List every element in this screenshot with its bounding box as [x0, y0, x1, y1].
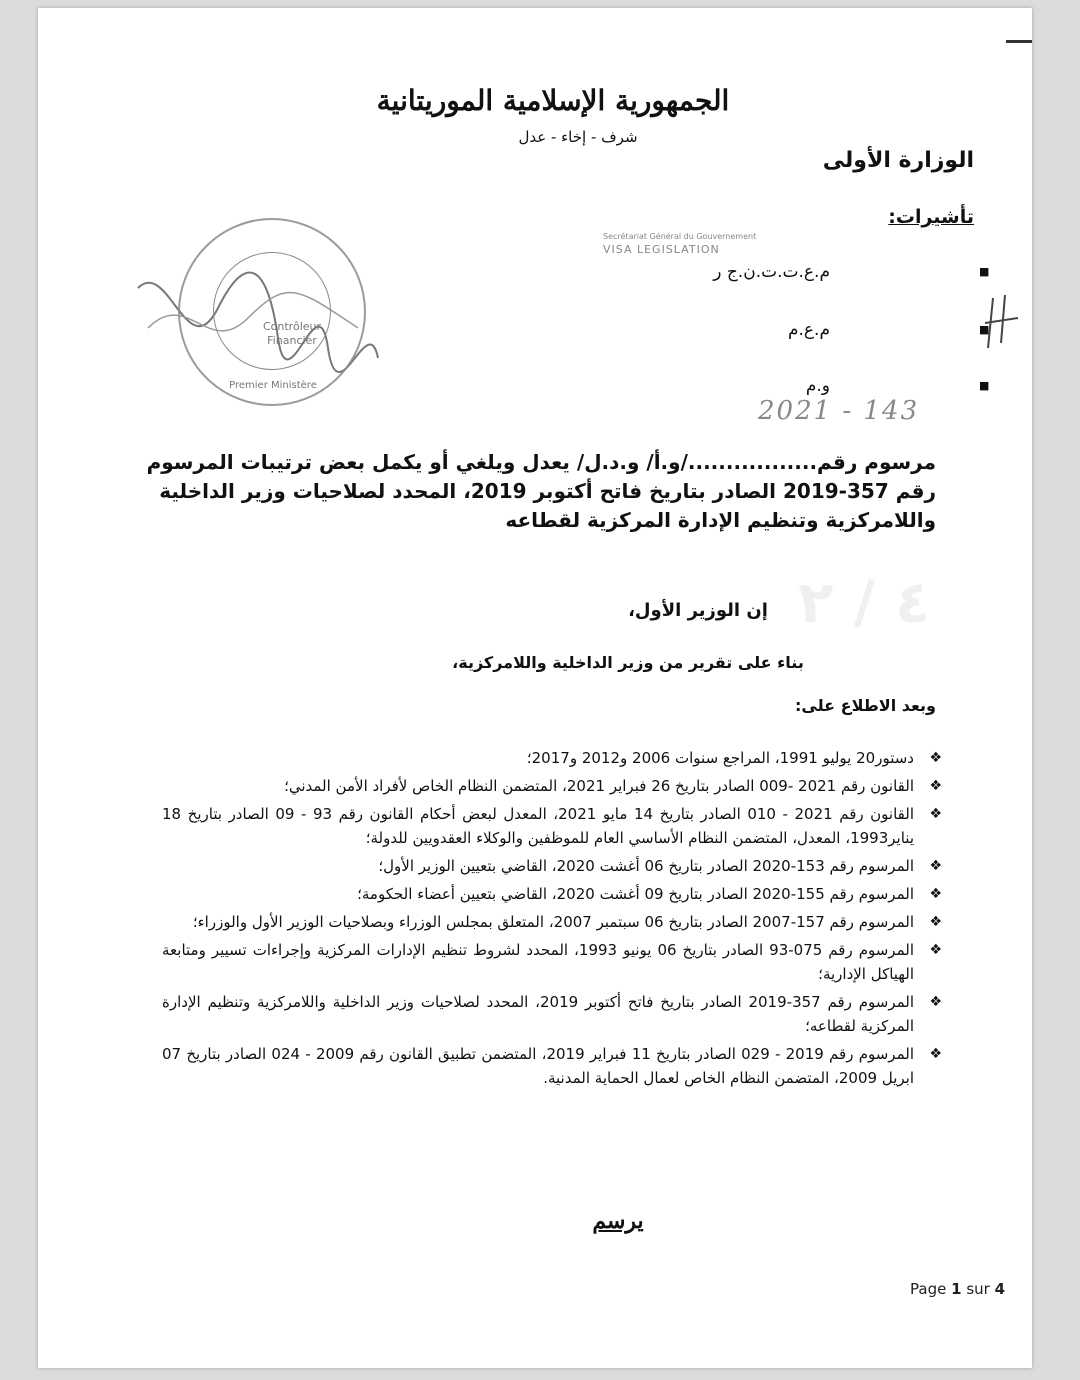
- list-item: ❖ المرسوم رقم 357-2019 الصادر بتاريخ فاتح أكتوبر 2019، المحدد لصلاحيات وزير الداخلية واللامركزية وتنظيم الإدارة المركزية لقطاعه؛: [162, 990, 942, 1038]
- references-list: [162, 746, 942, 1094]
- report-line: بناء على تقرير من وزير الداخلية واللامركزية،: [452, 653, 804, 672]
- stamp-text: Premier Ministère: [229, 380, 317, 391]
- list-item: ❖ القانون رقم 2021 - 010 الصادر بتاريخ 14 مايو 2021، المعدل لبعض أحكام القانون رقم 93 - 09 الصادر بتاريخ 18 يناير1993، المعدل، المتضمن النظام الأساسي العام للموظفين والوكلاء العقدويين للدولة؛: [162, 802, 942, 850]
- decree-title: مرسوم رقم................./و.أ/ و.د.ل/ يعدل ويلغي أو يكمل بعض ترتيبات المرسوم رقم 357-2019 الصادر بتاريخ فاتح أكتوبر 2019، المحدد لصلاحيات وزير الداخلية واللامركزية وتنظيم الإدارة المركزية لقطاعه: [146, 450, 936, 532]
- stamp-text: Financier: [267, 334, 317, 347]
- visas-title: تأشيرات:: [888, 206, 974, 228]
- decrees-heading: يرسم: [592, 1208, 644, 1234]
- page-label: Page: [910, 1280, 947, 1298]
- round-stamp-seal: [213, 252, 331, 370]
- list-item: ❖ المرسوم رقم 2019 - 029 الصادر بتاريخ 11 فبراير 2019، المتضمن تطبيق القانون رقم 2009 - 024 الصادر بتاريخ 07 ابريل 2009، المتضمن النظام الخاص لعمال الحماية المدنية.: [162, 1042, 942, 1090]
- republic-title: الجمهورية الإسلامية الموريتانية: [376, 84, 730, 117]
- visa-bullet: ■: [979, 265, 990, 278]
- page-total: 4: [994, 1280, 1006, 1298]
- visa-bullet: ■: [979, 323, 990, 336]
- page-footer: [910, 1280, 1005, 1298]
- motto: شرف - إخاء - عدل: [518, 128, 638, 146]
- handwritten-mark: [983, 293, 1023, 353]
- stamp-text: Secrétariat Général du Gouvernement: [603, 232, 757, 241]
- list-item: ❖ القانون رقم 2021 -009 الصادر بتاريخ 26 فبراير 2021، المتضمن النظام الخاص لأفراد الأمن المدني؛: [162, 774, 942, 798]
- prime-minister-line: إن الوزير الأول،: [628, 600, 768, 621]
- ministry-name: الوزارة الأولى: [822, 148, 974, 173]
- sur-label: sur: [966, 1280, 990, 1298]
- list-item: ❖ دستور20 يوليو 1991، المراجع سنوات 2006 و2012 و2017؛: [162, 746, 942, 770]
- visa-bullet: ■: [979, 379, 990, 392]
- list-item: ❖ المرسوم رقم 153-2020 الصادر بتاريخ 06 أغشت 2020، القاضي بتعيين الوزير الأول؛: [162, 854, 942, 878]
- visa-item: م.ع.ت.ت.ن.ج ر: [713, 262, 830, 282]
- list-item: ❖ المرسوم رقم 157-2007 الصادر بتاريخ 06 سبتمبر 2007، المتعلق بمجلس الوزراء وبصلاحيات الوزير الأول والوزراء؛: [162, 910, 942, 934]
- stamp-text: Contrôleur: [262, 320, 322, 333]
- visa-item: م.ع.م: [787, 320, 830, 340]
- visa-item: و.م: [805, 376, 830, 396]
- faded-page-mark: ٤ / ٢: [798, 568, 931, 636]
- list-item: ❖ المرسوم رقم 075-93 الصادر بتاريخ 06 يونيو 1993، المحدد لشروط تنظيم الإدارات المركزية وإجراءات تسيير ومتابعة الهياكل الإدارية؛: [162, 938, 942, 986]
- having-seen-line: وبعد الاطلاع على:: [795, 696, 936, 715]
- visa-legislation-stamp: [603, 230, 803, 286]
- page-number: 1: [951, 1280, 962, 1298]
- stamp-text: VISA LEGISLATION: [603, 243, 720, 256]
- document-page: [38, 8, 1032, 1368]
- top-rule: [1006, 40, 1032, 43]
- list-item: ❖ المرسوم رقم 155-2020 الصادر بتاريخ 09 أغشت 2020، القاضي بتعيين أعضاء الحكومة؛: [162, 882, 942, 906]
- handwritten-decree-number: 2021 - 143: [758, 396, 920, 426]
